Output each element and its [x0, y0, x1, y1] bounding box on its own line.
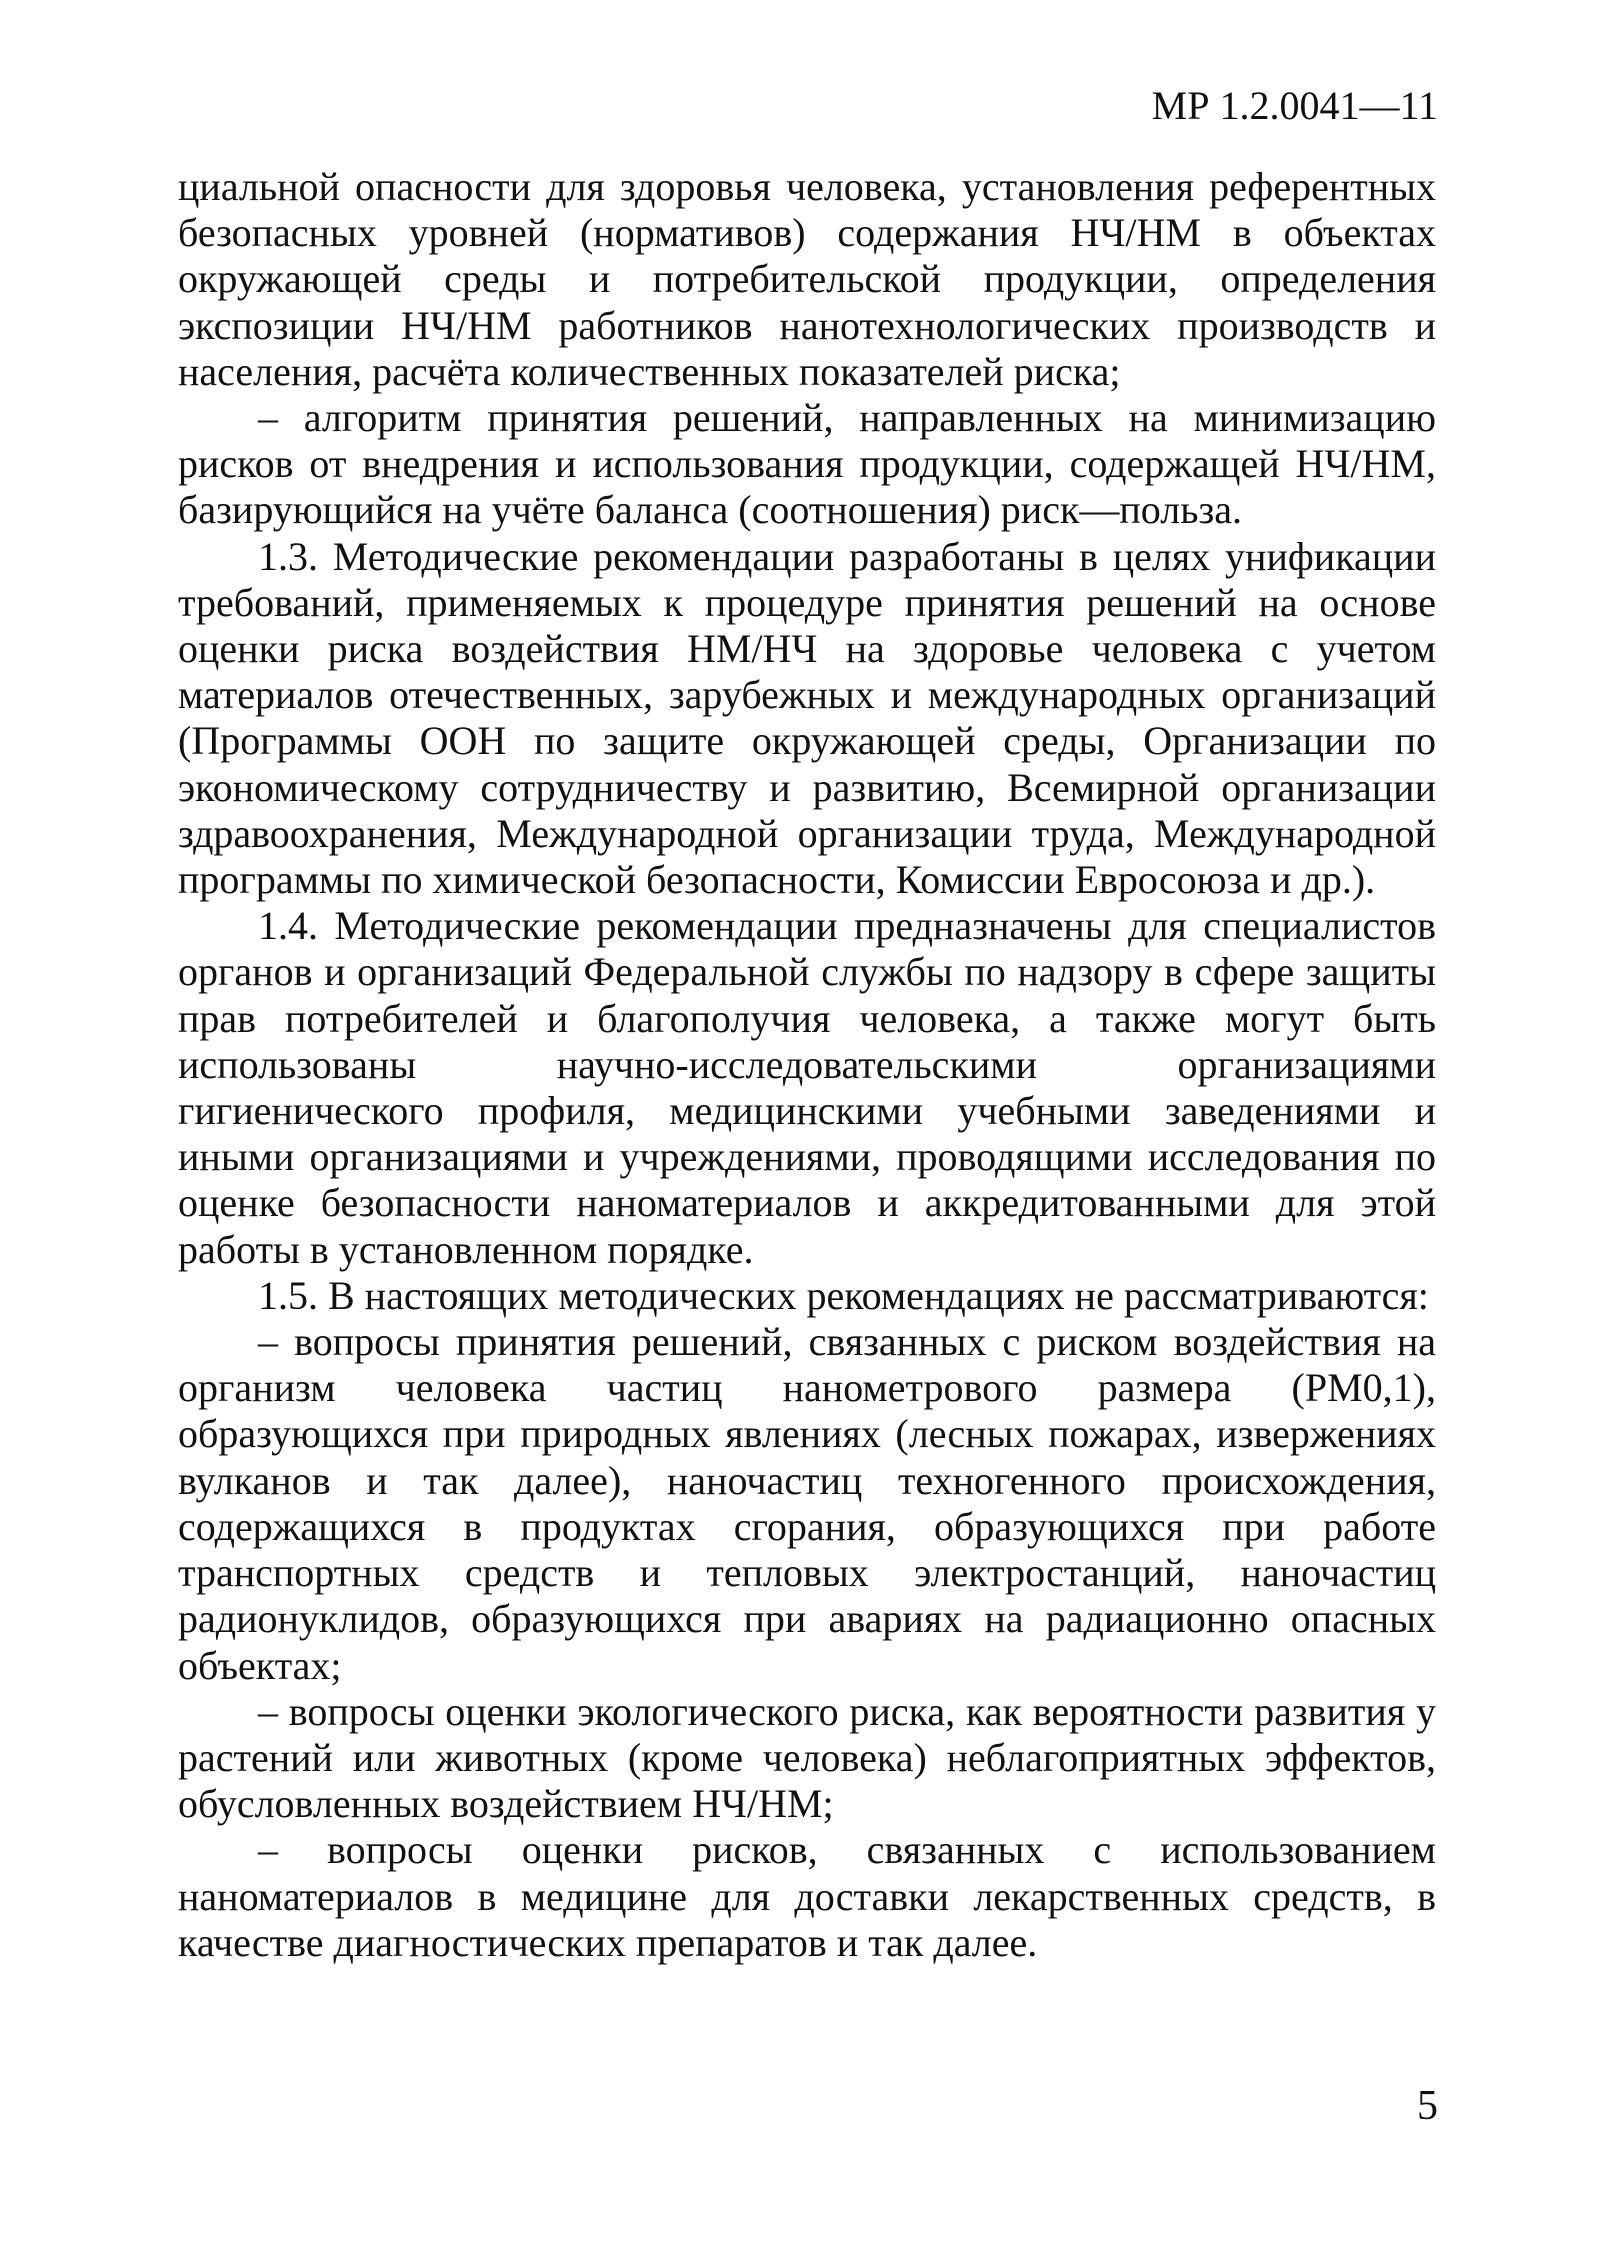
paragraph-1-5: 1.5. В настоящих методических рекомендациях не рассматриваются: — [258, 1272, 1429, 1318]
list-item-natural-particles: – вопросы принятия решений, связанных с риском воздействия на организм человека частиц нанометрового размера (РМ0,1), образующихся при природных явлениях (лесных пожарах, извержениях вулканов и так далее), наночастиц техногенного происхождения, содержащихся в продуктах сгорания, образующихся при работе транспортных средств и тепловых электростанций, наночастиц радионуклидов, образующихся при авариях на радиационно опасных объектах; — [178, 1319, 1436, 1688]
body-text — [178, 164, 1436, 1966]
document-code: МР 1.2.0041—11 — [1151, 83, 1438, 128]
paragraph-continuation: циальной опасности для здоровья человека, установления референтных безопасных уровней (нормативов) содержания НЧ/НМ в объектах окружающей среды и потребительской продукции, определения экспозиции НЧ/НМ работников нанотехнологических производств и населения, расчёта количественных показателей риска; — [178, 164, 1436, 394]
paragraph-1-4: 1.4. Методические рекомендации предназначены для специалистов органов и организаций Федеральной службы по надзору в сфере защиты прав потребителей и благополучия человека, а также могут быть использованы научно-исследовательскими организациями гигиенического профиля, медицинскими учебными заведениями и иными организациями и учреждениями, проводящими исследования по оценке безопасности наноматериалов и аккредитованными для этой работы в установленном порядке. — [178, 903, 1436, 1272]
list-item-ecological-risk: – вопросы оценки экологического риска, как вероятности развития у растений или животных (кроме человека) неблагоприятных эффектов, обусловленных воздействием НЧ/НМ; — [178, 1688, 1436, 1827]
paragraph-algorithm: – алгоритм принятия решений, направленных на минимизацию рисков от внедрения и использования продукции, содержащей НЧ/НМ, базирующийся на учёте баланса (соотношения) риск—польза. — [178, 395, 1436, 533]
page-number: 5 — [1417, 2083, 1438, 2129]
paragraph-1-3: 1.3. Методические рекомендации разработаны в целях унификации требований, применяемых к процедуре принятия решений на основе оценки риска воздействия НМ/НЧ на здоровье человека с учетом материалов отечественных, зарубежных и международных организаций (Программы ООН по защите окружающей среды, Организации по экономическому сотрудничеству и развитию, Всемирной организации здравоохранения, Международной организации труда, Международной программы по химической безопасности, Комиссии Евросоюза и др.). — [178, 533, 1436, 903]
list-item-medical-use: – вопросы оценки рисков, связанных с использованием наноматериалов в медицине для доставки лекарственных средств, в качестве диагностических препаратов и так далее. — [178, 1827, 1436, 1965]
